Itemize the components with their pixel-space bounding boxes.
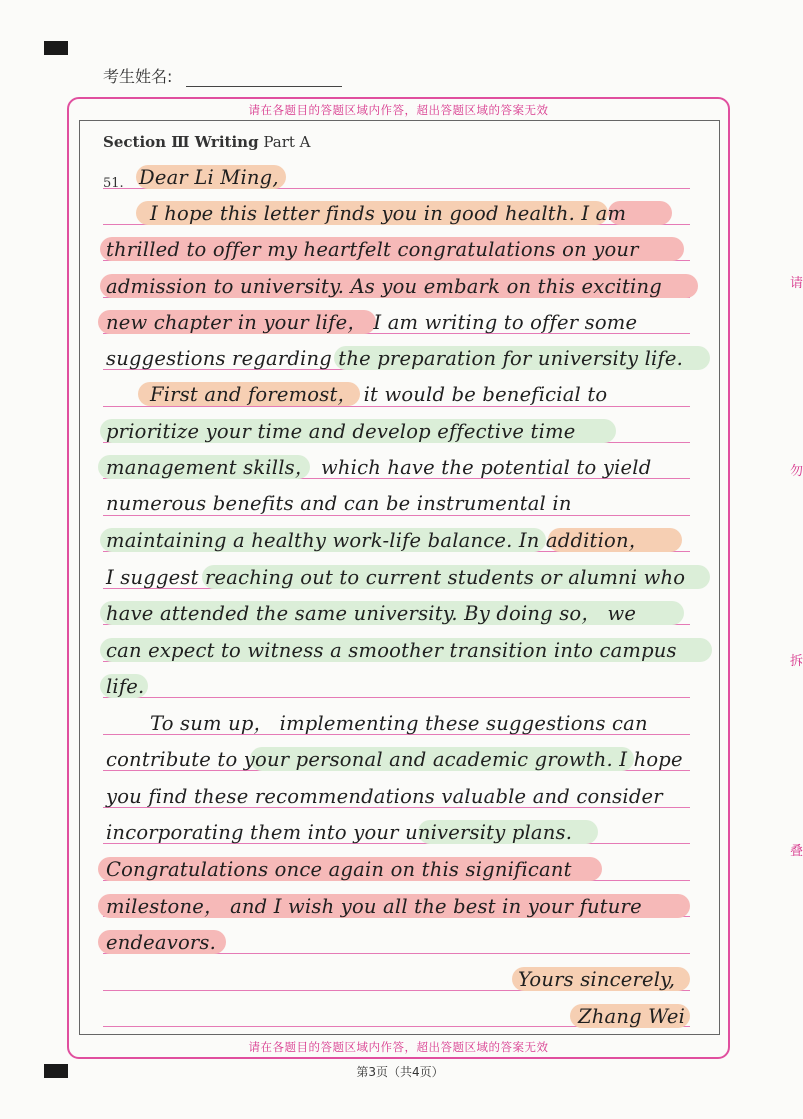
letter-line: Dear Li Ming, xyxy=(139,166,279,196)
registration-mark-top xyxy=(44,41,68,55)
letter-line: Congratulations once again on this significant xyxy=(106,858,572,888)
notice-bottom: 请在各题目的答题区域内作答，超出答题区域的答案无效 xyxy=(248,1040,549,1054)
letter-line: maintaining a healthy work-life balance. In addition， xyxy=(106,529,648,559)
section-title-bold: Section Ⅲ Writing xyxy=(103,133,259,151)
letter-line: you find these recommendations valuable and consider xyxy=(106,785,663,808)
candidate-name-field xyxy=(186,86,342,87)
section-title xyxy=(103,133,311,151)
closing: Yours sincerely, xyxy=(518,968,676,991)
closing-line xyxy=(518,968,675,998)
signature: Zhang Wei xyxy=(578,1005,686,1028)
letter-line: endeavors. xyxy=(106,931,216,961)
letter-line: milestone， and I wish you all the best in your future xyxy=(106,895,642,925)
letter-line: suggestions regarding the preparation for university life. xyxy=(106,347,683,377)
letter-line: incorporating them into your university plans. xyxy=(106,821,572,851)
signature-line xyxy=(578,1005,685,1035)
letter-line: thrilled to offer my heartfelt congratulations on your xyxy=(106,238,639,268)
letter-line: contribute to your personal and academic growth. I hope xyxy=(106,748,683,771)
edge-char: 勿 xyxy=(790,464,803,479)
section-title-part: Part A xyxy=(258,133,311,151)
letter-line: can expect to witness a smoother transition into campus xyxy=(106,639,677,669)
letter-line: admission to university. As you embark on this exciting xyxy=(106,275,662,305)
question-number: 51. xyxy=(103,176,124,191)
letter-line: To sum up， implementing these suggestions can xyxy=(150,712,648,735)
page-footer: 第3页（共4页） xyxy=(356,1065,444,1079)
letter-line: prioritize your time and develop effective time xyxy=(106,420,575,450)
letter-line: numerous benefits and can be instrumental in xyxy=(106,492,572,515)
edge-char: 请 xyxy=(790,276,803,291)
letter-line: management skills， which have the potential to yield xyxy=(106,456,651,486)
letter-line: I hope this letter finds you in good health. I am xyxy=(150,202,626,232)
candidate-name-label: 考生姓名: xyxy=(103,67,173,86)
letter-line: First and foremost， it would be beneficial to xyxy=(150,383,607,413)
letter-line: I suggest reaching out to current students or alumni who xyxy=(106,566,685,596)
notice-top: 请在各题目的答题区域内作答，超出答题区域的答案无效 xyxy=(248,103,549,117)
letter-line: life. xyxy=(106,675,144,705)
letter-line: have attended the same university. By doing so， we xyxy=(106,602,636,632)
ruled-line xyxy=(103,697,690,698)
edge-char: 叠 xyxy=(790,844,803,859)
edge-char: 拆 xyxy=(790,654,803,669)
letter-line: new chapter in your life， I am writing to offer some xyxy=(106,311,637,341)
